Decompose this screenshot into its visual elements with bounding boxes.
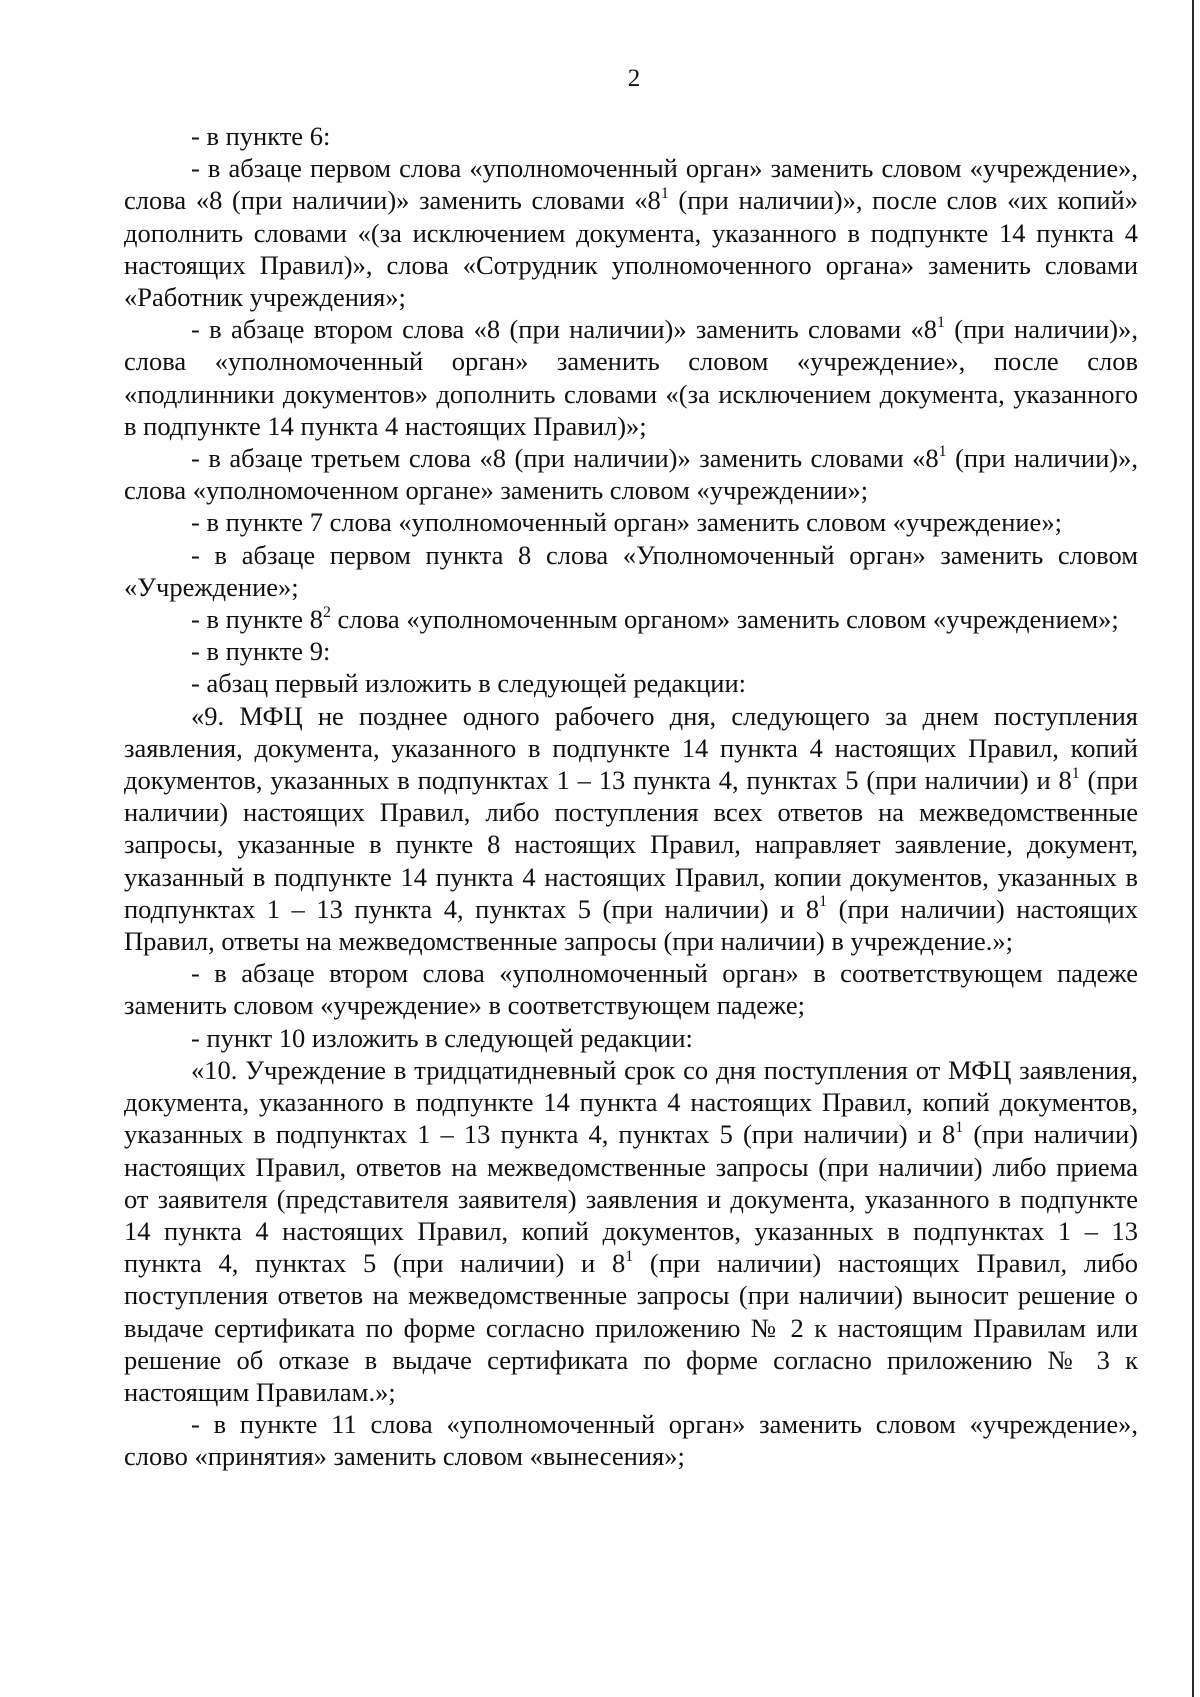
superscript-index: 1 <box>936 313 945 331</box>
paragraph-3 <box>124 313 1138 442</box>
paragraph-text: - в абзаце первом пункта 8 слова «Уполномоченный орган» заменить словом «Учреждение»; <box>124 539 1138 602</box>
paragraph-text: - в пункте 6: <box>191 121 331 151</box>
paragraph-text: (при наличии) настоящих Правил, ответов на межведомственные запросы (при наличии) либо приема от заявителя (представителя заявителя) заявления и документа, указанного в подпункте 14 пункта 4 настоящих Правил, копий документов, указанных в подпунктах 1 – 13 пункта 4, пунктах 5 (при наличии) и 8 <box>124 1119 1138 1279</box>
superscript-index: 1 <box>1071 764 1080 782</box>
paragraph-text: - в пункте 7 слова «уполномоченный орган» заменить словом «учреждение»; <box>191 507 1062 538</box>
superscript-index: 1 <box>660 185 669 202</box>
paragraph-7 <box>124 603 1138 635</box>
paragraph-text: (при наличии) настоящих Правил, либо поступления ответов на межведомственные запросы (при наличии) выносит решение о выдаче сертификата по форме согласно приложению № 2 к настоящим Правилам или решение об отказе в выдаче сертификата по форме согласно приложению № 3 к настоящим Правилам.»; <box>124 1248 1139 1407</box>
paragraph-8 <box>124 635 1138 667</box>
superscript-index: 1 <box>938 442 947 460</box>
paragraph-text: - в абзаце третьем слова «8 (при наличии)» заменить словами «8 <box>191 443 939 474</box>
paragraph-text: - абзац первый изложить в следующей редакции: <box>191 668 747 699</box>
superscript-index: 1 <box>955 1118 964 1136</box>
paragraph-text: (при наличии) настоящих Правил, либо поступления всех ответов на межведомственные запросы, указанные в пункте 8 настоящих Правил, направляет заявление, документ, указанный в подпункте 14 пункта 4 настоящих Правил, копии документов, указанных в подпунктах 1 – 13 пункта 4, пунктах 5 (при наличии) и 8 <box>124 765 1138 924</box>
paragraph-text: - в пункте 8 <box>191 604 323 635</box>
paragraph-11 <box>124 957 1138 1021</box>
paragraph-12 <box>124 1022 1138 1054</box>
paragraph-text: - пункт 10 изложить в следующей редакции: <box>191 1022 693 1053</box>
paragraph-text: - в абзаце первом слова «уполномоченный орган» заменить словом «учреждение», слова «8 (при наличии)» заменить словами «8 <box>124 153 1138 216</box>
paragraph-text: - в пункте 11 слова «уполномоченный орган» заменить словом «учреждение», слово «принятия» заменить словом «вынесения»; <box>124 1409 1138 1472</box>
paragraph-9 <box>124 667 1138 699</box>
paragraph-text: (при наличии) настоящих Правил, ответы на межведомственные запросы (при наличии) в учреждение.»; <box>124 893 1138 957</box>
superscript-index: 1 <box>625 1247 634 1265</box>
superscript-index: 1 <box>819 893 828 911</box>
page-number: 2 <box>627 65 641 92</box>
paragraph-text: (при наличии)», слова «уполномоченном органе» заменить словом «учреждении»; <box>124 443 1138 506</box>
paragraph-text: (при наличии)», слова «уполномоченный орган» заменить словом «учреждение», после слов «подлинники документов» дополнить словами «(за исключением документа, указанного в подпункте 14 пункта 4 настоящих Правил)»; <box>124 314 1138 441</box>
paragraph-text: - в пункте 9: <box>191 636 331 667</box>
paragraph-14 <box>124 1408 1138 1472</box>
paragraph-10 <box>124 700 1138 958</box>
document-body <box>124 120 1138 1473</box>
paragraph-text: (при наличии)», после слов «их копий» дополнить словами «(за исключением документа, указанного в подпункте 14 пункта 4 настоящих Правил)», слова «Сотрудник уполномоченного органа» заменить словами «Работник учреждения»; <box>124 185 1138 313</box>
paragraph-13 <box>124 1054 1138 1408</box>
paragraph-4 <box>124 442 1138 506</box>
page-edge-shadow <box>1192 0 1194 1697</box>
paragraph-1 <box>124 120 1138 152</box>
paragraph-text: «9. МФЦ не позднее одного рабочего дня, следующего за днем поступления заявления, документа, указанного в подпункте 14 пункта 4 настоящих Правил, копий документов, указанных в подпунктах 1 – 13 пункта 4, пунктах 5 (при наличии) и 8 <box>124 700 1138 796</box>
paragraph-text: «10. Учреждение в тридцатидневный срок со дня поступления от МФЦ заявления, документа, указанного в подпункте 14 пункта 4 настоящих Правил, копий документов, указанных в подпунктах 1 – 13 пункта 4, пунктах 5 (при наличии) и 8 <box>124 1054 1138 1150</box>
paragraph-text: - в абзаце втором слова «8 (при наличии)» заменить словами «8 <box>191 314 937 345</box>
paragraph-6 <box>124 539 1138 603</box>
superscript-index: 2 <box>322 603 331 621</box>
paragraph-5 <box>124 506 1138 538</box>
paragraph-text: - в абзаце втором слова «уполномоченный орган» в соответствующем падеже заменить словом «учреждение» в соответствующем падеже; <box>124 958 1138 1021</box>
paragraph-text: слова «уполномоченным органом» заменить словом «учреждением»; <box>330 604 1119 635</box>
paragraph-2 <box>124 152 1138 313</box>
